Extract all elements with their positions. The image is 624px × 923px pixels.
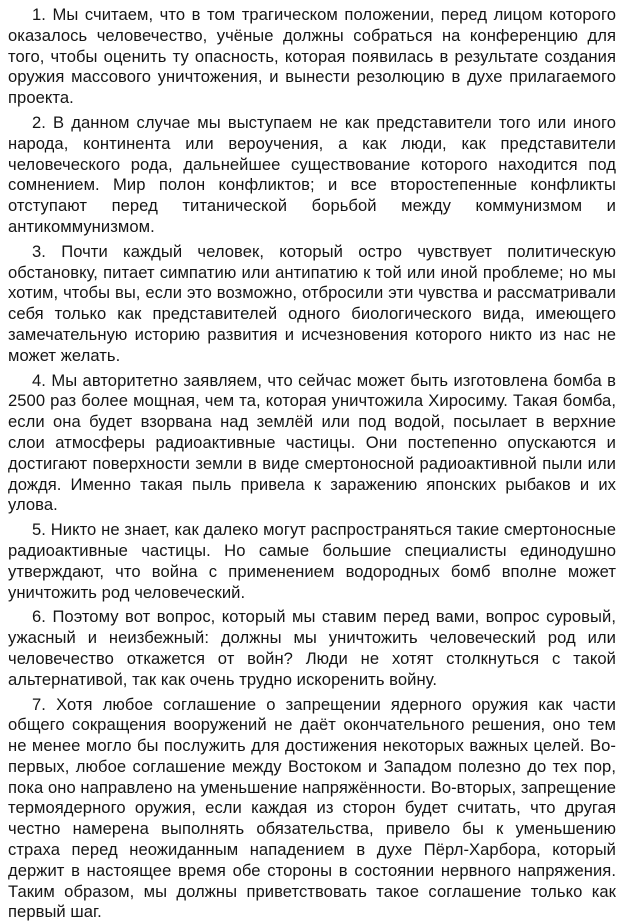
paragraph-number: 4. <box>32 371 46 390</box>
paragraph-text: Хотя любое соглашение о запрещении ядерного оружия как части общего сокращения вооружений не даёт окончательного решения, оно тем не менее могло бы послужить для достижения некоторых важных целей. Во-первых, любое соглашение между Востоком и Западом полезно до тех пор, пока оно направлено на уменьшение напряжённости. Во-вторых, запрещение термоядерного оружия, если каждая из сторон будет считать, что другая честно намерена выполнять обязательства, привело бы к уменьшению страха перед неожиданным нападением в духе Пёрл-Харбора, который держит в настоящее время обе стороны в состоянии нервного напряжения. Таким образом, мы должны приветствовать такое соглашение только как первый шаг. <box>8 695 616 922</box>
paragraph-4 <box>8 371 616 517</box>
paragraph-number: 3. <box>32 242 46 261</box>
paragraph-6 <box>8 607 616 690</box>
paragraph-number: 7. <box>32 695 46 714</box>
paragraph-2 <box>8 113 616 238</box>
paragraph-text: Мы считаем, что в том трагическом положении, перед лицом которого оказалось человечество, учёные должны собраться на конференцию для того, чтобы оценить ту опасность, которая появилась в результате создания оружия массового уничтожения, и вынести резолюцию в духе прилагаемого проекта. <box>8 5 616 107</box>
paragraph-text: Поэтому вот вопрос, который мы ставим перед вами, вопрос суровый, ужасный и неизбежный: должны мы уничтожить человеческий род или человечество откажется от войн? Люди не хотят столкнуться с такой альтернативой, так как очень трудно искоренить войну. <box>8 607 616 688</box>
paragraph-text: Почти каждый человек, который остро чувствует политическую обстановку, питает симпатию или антипатию к той или иной проблеме; но мы хотим, чтобы вы, если это возможно, отбросили эти чувства и рассматривали себя только как представителей одного биологического вида, имеющего замечательную историю развития и исчезновения которого никто из нас не может желать. <box>8 242 616 365</box>
paragraph-3 <box>8 242 616 367</box>
paragraph-number: 5. <box>32 520 46 539</box>
paragraph-number: 1. <box>32 5 46 24</box>
paragraph-1 <box>8 5 616 109</box>
paragraph-5 <box>8 520 616 603</box>
paragraph-number: 6. <box>32 607 46 626</box>
paragraph-text: Никто не знает, как далеко могут распространяться такие смертоносные радиоактивные частицы. Но самые большие специалисты единодушно утверждают, что война с применением водородных бомб вполне может уничтожить род человеческий. <box>8 520 616 601</box>
paragraph-text: В данном случае мы выступаем не как представители того или иного народа, континента или вероучения, а как люди, как представители человеческого рода, дальнейшее существование которого находится под сомнением. Мир полон конфликтов; и все второстепенные конфликты отступают перед титанической борьбой между коммунизмом и антикоммунизмом. <box>8 113 616 236</box>
paragraph-text: Мы авторитетно заявляем, что сейчас может быть изготовлена бомба в 2500 раз более мощная, чем та, которая уничтожила Хиросиму. Такая бомба, если она будет взорвана над землёй или под водой, посылает в верхние слои атмосферы радиоактивные частицы. Они постепенно опускаются и достигают поверхности земли в виде смертоносной радиоактивной пыли или дождя. Именно такая пыль привела к заражению японских рыбаков и их улова. <box>8 371 616 515</box>
paragraph-7 <box>8 695 616 923</box>
paragraph-number: 2. <box>32 113 46 132</box>
